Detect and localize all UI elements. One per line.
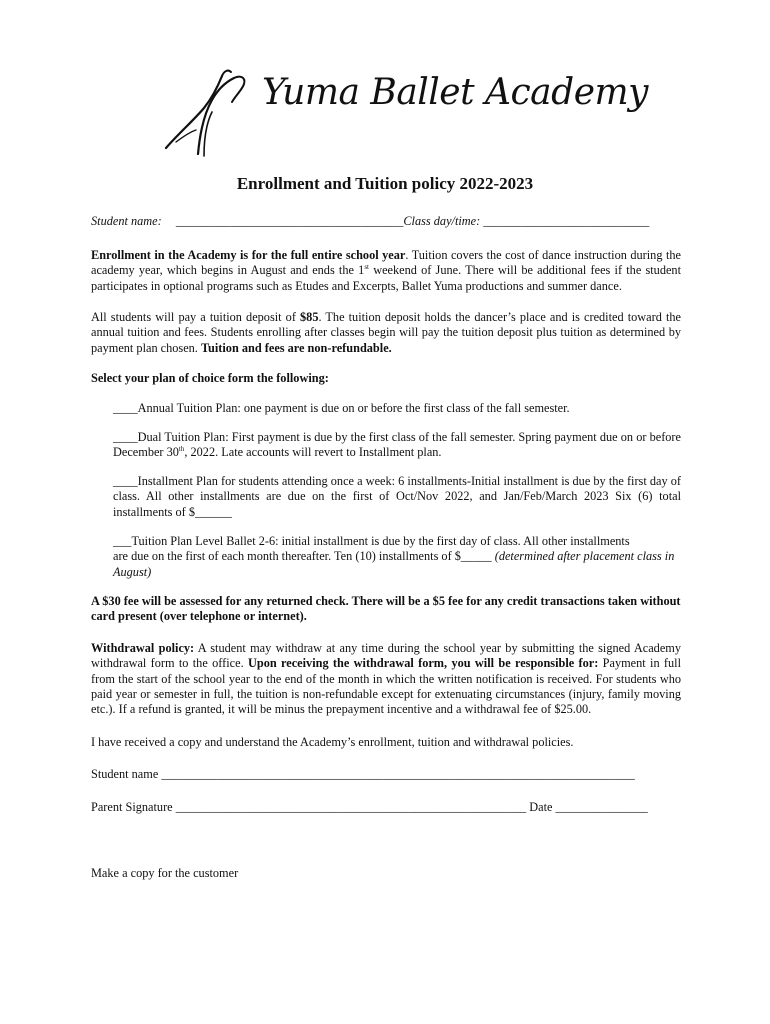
enrollment-sup: st <box>364 263 369 272</box>
plan-dual-text-2: , 2022. Late accounts will revert to Installment plan. <box>184 445 442 460</box>
parent-signature-line[interactable]: Parent Signature _________________________________________________________ Date _______________ <box>91 800 648 814</box>
plan-annual: ____Annual Tuition Plan: one payment is due on or before the first class of the fall semester. <box>113 401 570 415</box>
document-title: Enrollment and Tuition policy 2022-2023 <box>236 174 534 193</box>
plan-dual-text-1: ____Dual Tuition Plan: First payment is due by the first class of the fall semester. Spring payment due on or before December 30 <box>113 430 681 460</box>
student-name-label: Student name: <box>91 214 162 228</box>
enrollment-lead: Enrollment in the Academy is for the full entire school year <box>91 248 406 262</box>
footer-note: Make a copy for the customer <box>91 866 239 880</box>
student-info-line <box>91 214 681 229</box>
plans-heading: Select your plan of choice form the following: <box>91 371 329 385</box>
plan-level-line-1: ___Tuition Plan Level Ballet 2-6: initial installment is due by the first day of class. All other installments <box>113 534 630 548</box>
plan-level-ballet <box>113 534 681 580</box>
class-time-blank: ___________________________ <box>483 214 650 228</box>
enrollment-text-1: . Tuition covers the cost of dance instruction during the academy year, which begins in August and ends the 1 <box>91 248 681 278</box>
withdrawal-paragraph <box>91 641 681 717</box>
class-time-label: Class day/time: <box>403 214 481 228</box>
academy-logo <box>160 62 648 157</box>
withdrawal-responsibility: Upon receiving the withdrawal form, you will be responsible for: <box>247 656 599 671</box>
plan-installment: ____Installment Plan for students attending once a week: 6 installments-Initial installment is due by the first day of class. All other installments are due on the first of Oct/Nov 2022, and Jan/Feb/March 2023 Six (6) total installments of $______ <box>113 474 681 519</box>
deposit-text-2: . The tuition deposit holds the dancer’s place and is credited toward the annual tuition and fees. Students enrolling after classes begin will pay the tuition deposit plus tuition as determined by payment plan chosen. <box>91 310 681 355</box>
dancer-feet-icon <box>160 62 260 157</box>
deposit-text-1: All students will pay a tuition deposit of <box>91 310 301 324</box>
plan-level-note: (determined after placement class in August) <box>113 549 675 579</box>
academy-name: Yuma Ballet Academy <box>262 72 648 113</box>
plan-dual-sup: th <box>178 445 185 454</box>
enrollment-paragraph <box>91 248 681 294</box>
fees-notice: A $30 fee will be assessed for any returned check. There will be a $5 fee for any credit transactions taken without card present (over telephone or internet). <box>91 594 681 624</box>
enrollment-text-2: weekend of June. There will be additional fees if the student participates in optional programs such as Etudes and Excerpts, Ballet Yuma productions and summer dance. <box>91 263 681 293</box>
student-name-signature-line[interactable]: Student name _____________________________________________________________________________ <box>91 767 635 781</box>
plan-level-line-2: are due on the first of each month thereafter. Ten (10) installments of $_____ <box>113 549 495 564</box>
acknowledgement-text: I have received a copy and understand the Academy’s enrollment, tuition and withdrawal policies. <box>91 735 574 749</box>
withdrawal-text-2: Payment in full from the start of the school year to the end of the month in which the written notification is received. For students who paid year or semester in full, the tuition is non-refundable except for extenuating circumstances (injury, family moving etc.). If a refund is granted, it will be minus the prepayment incentive and a withdrawal fee of $25.00. <box>91 656 682 717</box>
plan-dual <box>113 430 681 461</box>
student-name-blank: _____________________________________ <box>175 214 404 228</box>
deposit-paragraph <box>91 310 681 356</box>
non-refundable-note: Tuition and fees are non-refundable. <box>200 340 392 355</box>
withdrawal-label: Withdrawal policy: <box>91 641 195 655</box>
withdrawal-text-1: A student may withdraw at any time during the school year by submitting the signed Academy withdrawal form to the office. <box>91 641 681 671</box>
deposit-amount: $85 <box>300 310 319 324</box>
